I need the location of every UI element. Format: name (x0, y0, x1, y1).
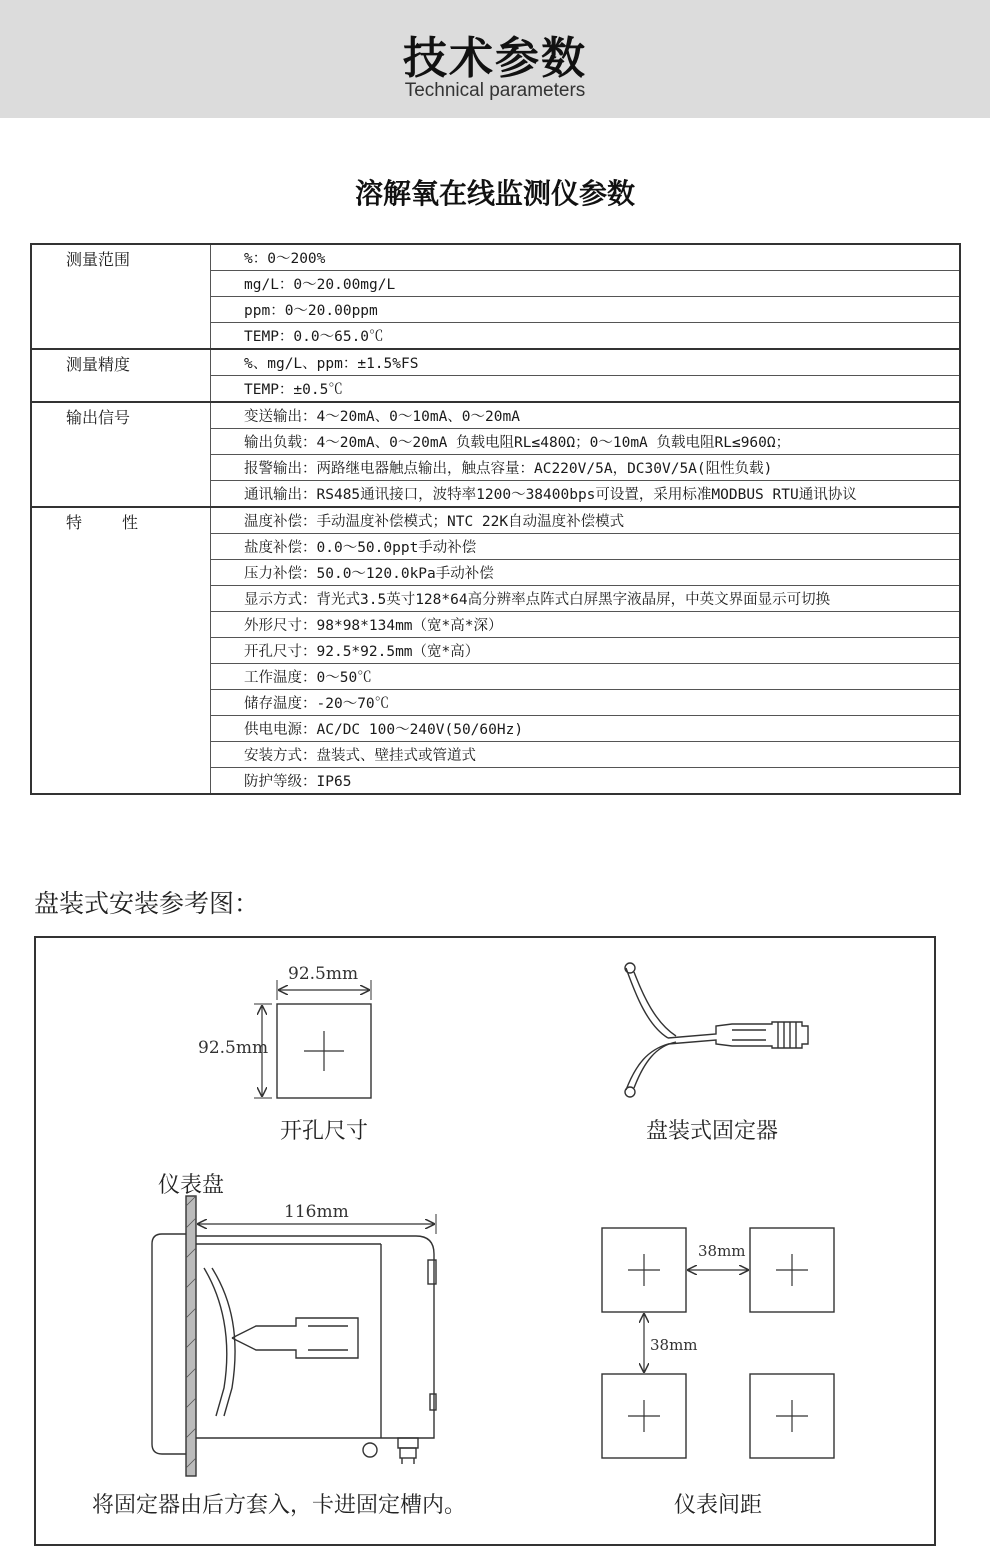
spec-value: 供电电源：AC/DC 100～240V(50/60Hz) (211, 716, 961, 742)
spec-category: 测量精度 (31, 349, 211, 402)
side-view-caption: 将固定器由后方套入，卡进固定槽内。 (92, 1493, 467, 1518)
spec-value: 输出负载：4～20mA、0～20mA 负载电阻RL≤480Ω；0～10mA 负载电阻RL≤960Ω； (211, 429, 961, 455)
spec-value: 防护等级：IP65 (211, 768, 961, 795)
depth-label: 116mm (284, 1202, 349, 1222)
spacing-caption: 仪表间距 (674, 1493, 763, 1518)
side-view-drawing (152, 1196, 436, 1476)
cutout-height-label: 92.5mm (198, 1038, 269, 1058)
spacing-h-label: 38mm (698, 1242, 746, 1260)
spec-value: %、mg/L、ppm：±1.5%FS (211, 349, 961, 376)
install-diagram-box (34, 936, 936, 1546)
spec-value: 外形尺寸：98*98*134mm（宽*高*深） (211, 612, 961, 638)
spec-table (30, 243, 961, 795)
bracket-caption: 盘装式固定器 (646, 1119, 779, 1144)
spec-value: 工作温度：0～50℃ (211, 664, 961, 690)
spec-category: 特性 (31, 507, 211, 794)
spec-value: mg/L：0～20.00mg/L (211, 271, 961, 297)
panel-label: 仪表盘 (158, 1173, 225, 1198)
spacing-drawing (602, 1228, 834, 1458)
spec-category: 输出信号 (31, 402, 211, 507)
spec-value: 温度补偿：手动温度补偿模式；NTC 22K自动温度补偿模式 (211, 507, 961, 534)
page-title: 技术参数 (403, 33, 587, 84)
page-subtitle: Technical parameters (404, 80, 586, 101)
table-row (31, 402, 960, 429)
spec-value: 通讯输出：RS485通讯接口，波特率1200～38400bps可设置，采用标准MODBUS RTU通讯协议 (211, 481, 961, 508)
section-title: 溶解氧在线监测仪参数 (354, 177, 635, 210)
header-banner (0, 0, 990, 118)
spec-value: 盐度补偿：0.0～50.0ppt手动补偿 (211, 534, 961, 560)
cutout-width-label: 92.5mm (288, 964, 359, 984)
spec-value: TEMP：±0.5℃ (211, 376, 961, 403)
bracket-drawing (625, 963, 808, 1097)
spec-value: 显示方式：背光式3.5英寸128*64高分辨率点阵式白屏黑字液晶屏，中英文界面显示可切换 (211, 586, 961, 612)
spec-category: 测量范围 (31, 244, 211, 349)
spec-value: 变送输出：4～20mA、0～10mA、0～20mA (211, 402, 961, 429)
spec-value: 安装方式：盘装式、壁挂式或管道式 (211, 742, 961, 768)
install-title: 盘装式安装参考图： (34, 889, 260, 918)
spec-value: 储存温度：-20～70℃ (211, 690, 961, 716)
table-row (31, 244, 960, 271)
spec-value: 压力补偿：50.0～120.0kPa手动补偿 (211, 560, 961, 586)
cutout-drawing (254, 980, 371, 1098)
table-row (31, 507, 960, 534)
install-drawing (36, 938, 934, 1544)
spec-value: %：0～200% (211, 244, 961, 271)
spacing-v-label: 38mm (650, 1336, 698, 1354)
spec-value: ppm：0～20.00ppm (211, 297, 961, 323)
spec-value: TEMP：0.0～65.0℃ (211, 323, 961, 350)
cutout-caption: 开孔尺寸 (280, 1119, 369, 1144)
spec-value: 报警输出：两路继电器触点输出，触点容量：AC220V/5A，DC30V/5A(阻性负载) (211, 455, 961, 481)
table-row (31, 349, 960, 376)
spec-value: 开孔尺寸：92.5*92.5mm（宽*高） (211, 638, 961, 664)
